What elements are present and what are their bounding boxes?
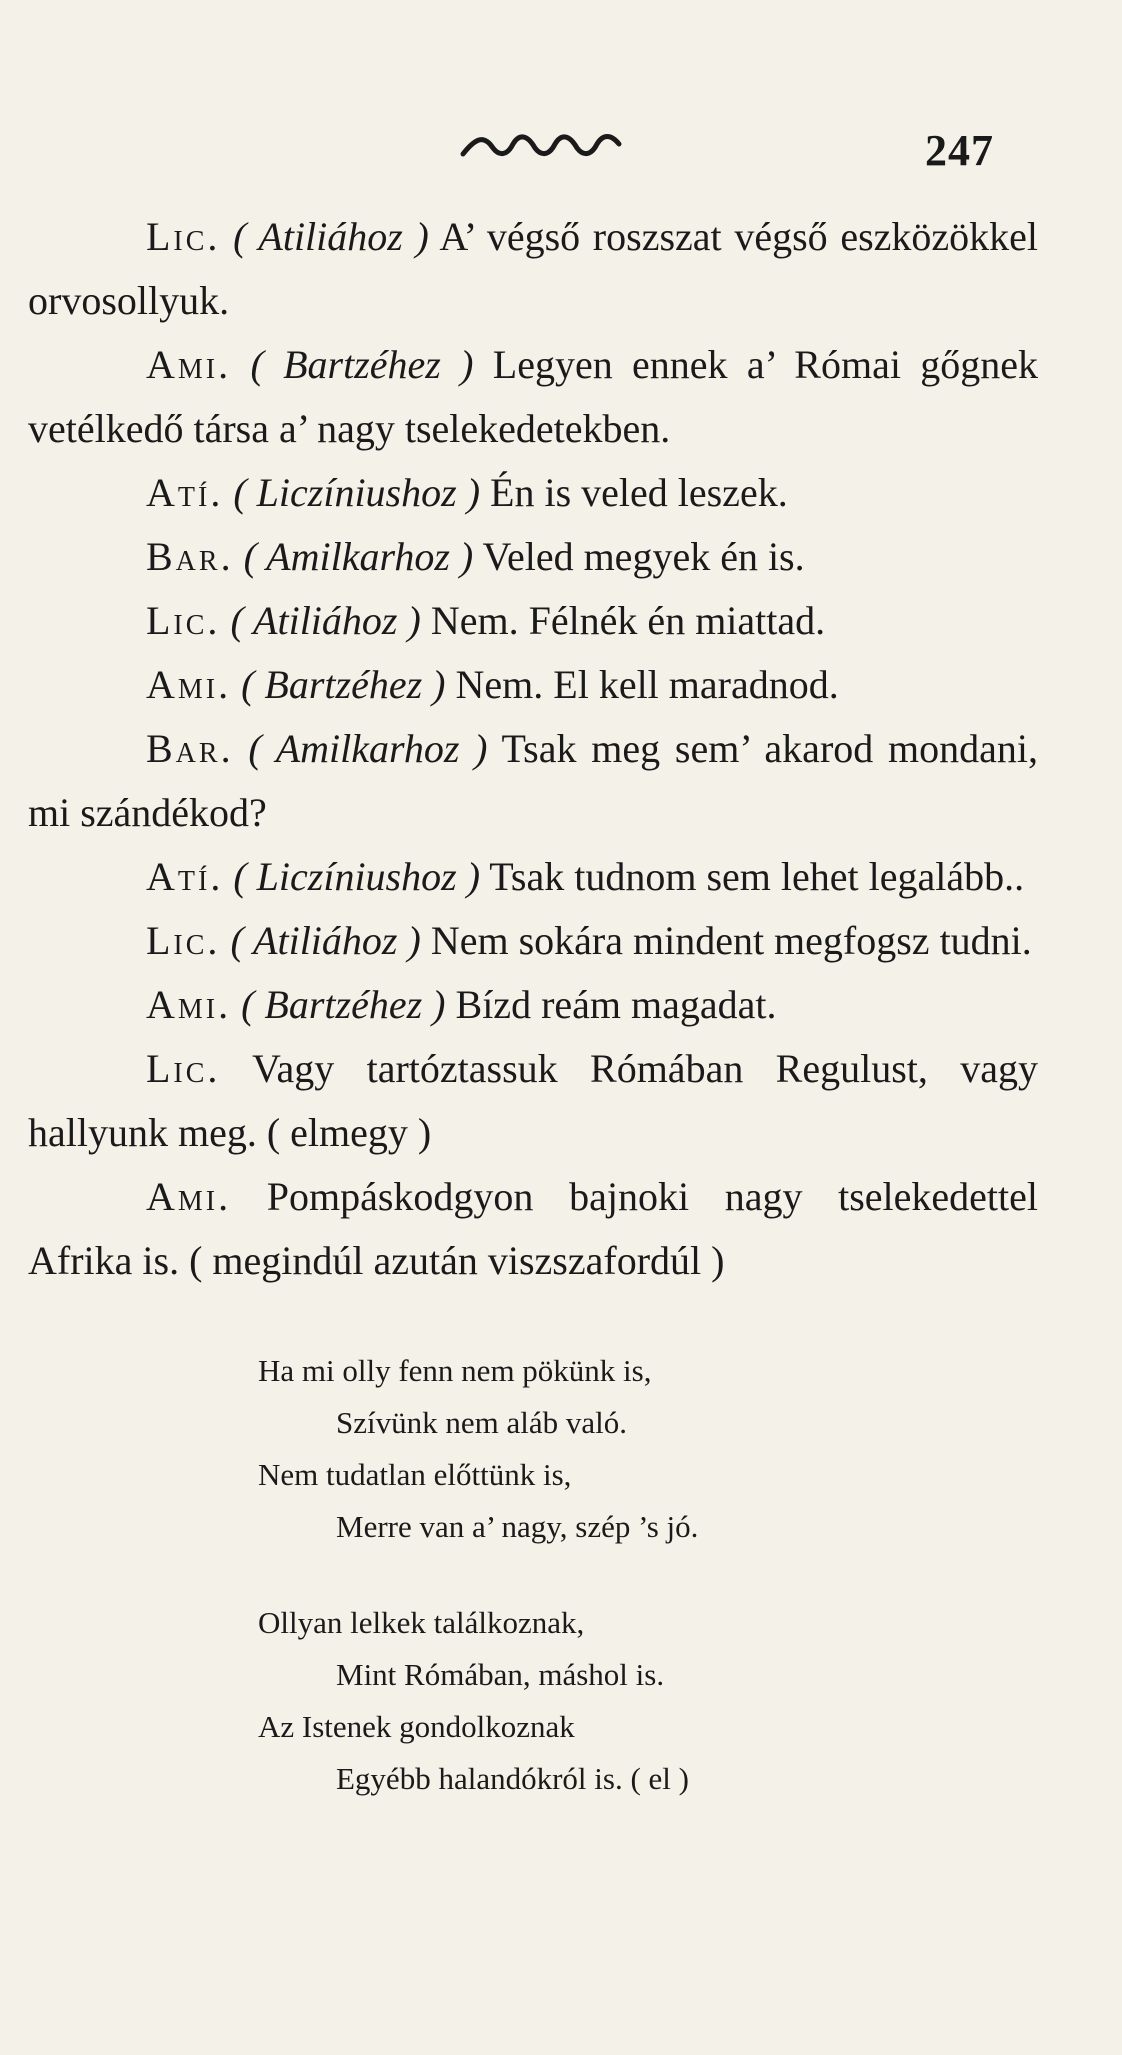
dialogue-line [28,653,1038,717]
dialogue-line [28,525,1038,589]
speaker: Bar. [146,726,234,771]
speaker: Lic. [146,1046,221,1091]
spoken-text: A’ végső roszszat végső eszközökkel orvosollyuk. [28,214,1039,323]
speaker: Atí. [146,470,224,515]
verse-block [258,1345,898,1849]
page-number: 247 [925,126,994,175]
dialogue-line [28,333,1038,461]
verse-line: Ha mi olly fenn nem pökünk is, [258,1353,652,1388]
stage-direction: ( Bartzéhez ) [241,982,446,1027]
spoken-text: Bízd reám magadat. [445,982,777,1027]
verse-line: Szívünk nem aláb való. [336,1405,627,1440]
dialogue-line [28,717,1038,845]
dialogue-line [28,589,1038,653]
stage-direction: ( Amilkarhoz ) [243,534,474,579]
speaker: Ami. [146,662,232,707]
spoken-text: Én is veled leszek. [480,470,788,515]
dialogue-line [28,1037,1038,1165]
dialogue-block [28,205,1038,1293]
stage-direction: ( Liczíniushoz ) [233,854,481,899]
stanza [258,1345,898,1553]
speaker: Atí. [146,854,224,899]
spoken-text: Vagy tartóztassuk Rómában Regulust, vagy hallyunk meg. ( elmegy ) [28,1046,1038,1155]
dialogue-line [28,205,1038,333]
dialogue-line [28,845,1038,909]
speaker: Ami. [146,982,232,1027]
flourish-ornament-icon [455,120,625,170]
stage-direction: ( Atiliához ) [230,598,421,643]
verse-line: Ollyan lelkek találkoznak, [258,1605,585,1640]
speaker: Lic. [146,598,221,643]
verse-line: Az Istenek gondolkoznak [258,1709,575,1744]
speaker: Ami. [146,342,232,387]
speaker: Ami. [146,1174,232,1219]
spoken-text: Tsak meg sem’ akarod mondani, mi szándékod? [28,726,1038,835]
speaker: Lic. [146,214,221,259]
verse-line: Nem tudatlan előttünk is, [258,1457,572,1492]
speaker: Lic. [146,918,221,963]
stage-direction: ( Bartzéhez ) [241,662,446,707]
stanza [258,1597,898,1805]
spoken-text: Veled megyek én is. [473,534,805,579]
verse-line: Merre van a’ nagy, szép ’s jó. [336,1509,699,1544]
speaker: Bar. [146,534,234,579]
spoken-text: Nem. Félnék én miattad. [420,598,826,643]
spoken-text: Pompáskodgyon bajnoki nagy tselekedettel Afrika is. ( megindúl azután viszszafordúl ) [28,1174,1038,1283]
dialogue-line [28,909,1038,973]
spoken-text: Legyen ennek a’ Római gőgnek vetélkedő társa a’ nagy tselekedetekben. [28,342,1039,451]
spoken-text: Nem sokára mindent megfogsz tudni. [420,918,1032,963]
stage-direction: ( Atiliához ) [233,214,429,259]
verse-line: Egyébb halandókról is. ( el ) [336,1761,689,1796]
verse-line: Mint Rómában, máshol is. [336,1657,665,1692]
spoken-text: Nem. El kell maradnod. [445,662,839,707]
dialogue-line [28,461,1038,525]
stage-direction: ( Liczíniushoz ) [233,470,481,515]
dialogue-line [28,973,1038,1037]
stage-direction: ( Bartzéhez ) [250,342,474,387]
stage-direction: ( Atiliához ) [230,918,421,963]
stage-direction: ( Amilkarhoz ) [248,726,488,771]
spoken-text: Tsak tudnom sem lehet legalább.. [480,854,1025,899]
dialogue-line [28,1165,1038,1293]
